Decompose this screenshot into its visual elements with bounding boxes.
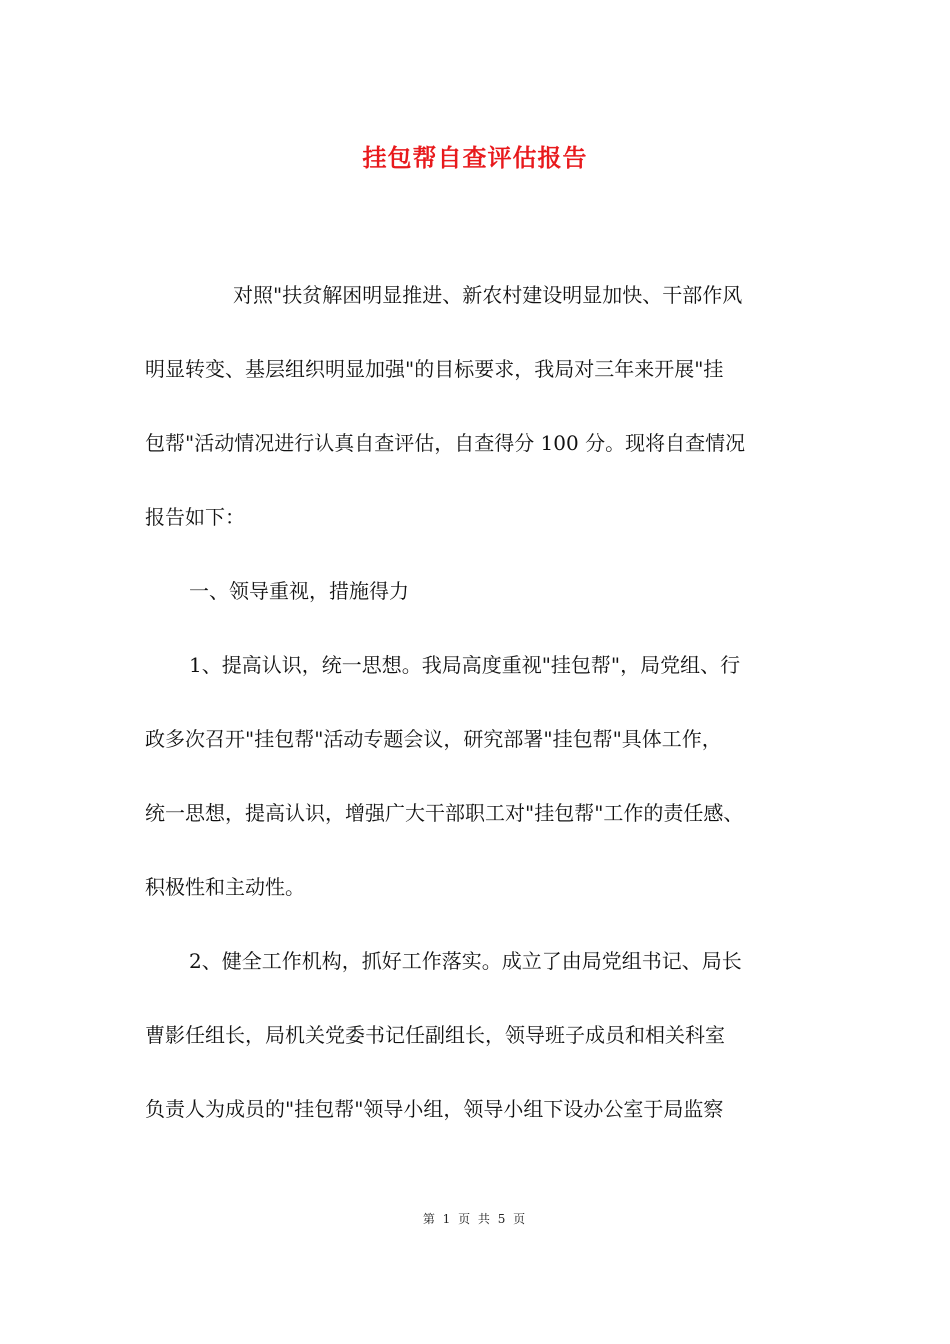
section-heading: 一、领导重视，措施得力 (189, 579, 409, 603)
paragraph-line: 对照"扶贫解困明显推进、新农村建设明显加快、干部作风 (233, 283, 743, 307)
paragraph-line: 2、健全工作机构，抓好工作落实。成立了由局党组书记、局长 (189, 949, 742, 973)
paragraph-line: 政多次召开"挂包帮"活动专题会议，研究部署"挂包帮"具体工作， (145, 727, 722, 751)
paragraph-line: 1、提高认识，统一思想。我局高度重视"挂包帮"，局党组、行 (189, 653, 741, 677)
document-title: 挂包帮自查评估报告 (362, 143, 588, 172)
paragraph-line: 积极性和主动性。 (145, 875, 305, 899)
paragraph-line: 报告如下： (145, 505, 245, 529)
paragraph-line: 统一思想，提高认识，增强广大干部职工对"挂包帮"工作的责任感、 (145, 801, 744, 825)
paragraph-line: 包帮"活动情况进行认真自查评估，自查得分 100 分。现将自查情况 (145, 431, 746, 455)
paragraph-line: 负责人为成员的"挂包帮"领导小组，领导小组下设办公室于局监察 (145, 1097, 724, 1121)
paragraph-line: 明显转变、基层组织明显加强"的目标要求，我局对三年来开展"挂 (145, 357, 724, 381)
document-body (145, 258, 825, 1146)
paragraph-line: 曹影任组长，局机关党委书记任副组长，领导班子成员和相关科室 (145, 1023, 725, 1047)
page-number: 第 1 页 共 5 页 (422, 1212, 528, 1226)
